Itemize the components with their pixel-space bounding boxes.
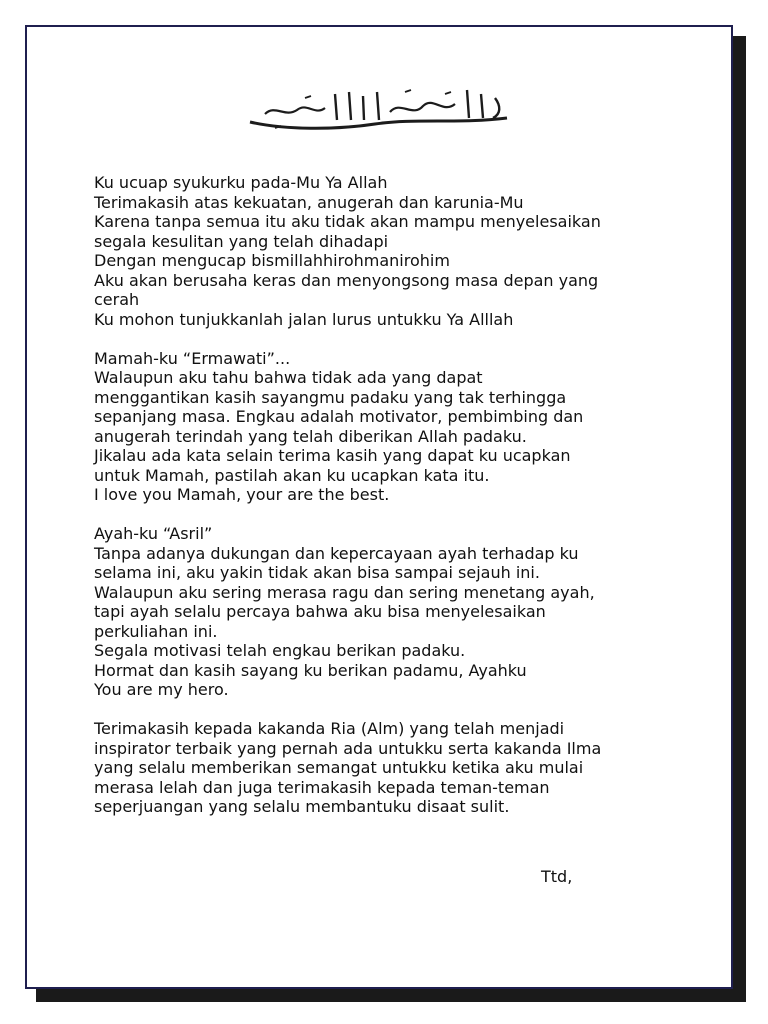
text-line: untuk Mamah, pastilah akan ku ucapkan kata itu.: [94, 465, 490, 485]
text-line: Mamah-ku “Ermawati”...: [94, 348, 291, 368]
text-line: Dengan mengucap bismillahhirohmanirohim: [94, 251, 450, 270]
text-line: sepanjang masa. Engkau adalah motivator, pembimbing dan: [94, 407, 584, 426]
basmala-calligraphy-image: [245, 84, 515, 136]
text-line: menggantikan kasih sayangmu padaku yang tak terhingga: [94, 387, 567, 407]
text-line: Hormat dan kasih sayang ku berikan padamu, Ayahku: [94, 660, 527, 680]
text-line: Walaupun aku sering merasa ragu dan sering menetang ayah,: [94, 582, 595, 602]
text-line: Karena tanpa semua itu aku tidak akan mampu menyelesaikan: [94, 212, 601, 231]
text-line: seperjuangan yang selalu membantuku disaat sulit.: [94, 797, 510, 816]
text-line: selama ini, aku yakin tidak akan bisa sampai sejauh ini.: [94, 563, 540, 582]
text-line: Ku mohon tunjukkanlah jalan lurus untukku Ya Alllah: [94, 309, 514, 329]
text-line: Terimakasih kepada kakanda Ria (Alm) yang telah menjadi: [94, 719, 565, 738]
document-body: [94, 173, 684, 836]
text-line: Segala motivasi telah engkau berikan padaku.: [94, 641, 466, 660]
text-line: cerah: [94, 290, 140, 309]
text-line: merasa lelah dan juga terimakasih kepada teman-teman: [94, 777, 550, 797]
paragraph-siblings-friends: [94, 719, 684, 817]
paragraph-father: [94, 524, 684, 700]
text-line: anugerah terindah yang telah diberikan Allah padaku.: [94, 426, 527, 446]
text-line: Aku akan berusaha keras dan menyongsong masa depan yang: [94, 270, 599, 290]
text-line: Ku ucuap syukurku pada-Mu Ya Allah: [94, 173, 388, 192]
text-line: perkuliahan ini.: [94, 621, 218, 641]
text-line: yang selalu memberikan semangat untukku ketika aku mulai: [94, 758, 584, 777]
text-line: inspirator terbaik yang pernah ada untukku serta kakanda Ilma: [94, 738, 602, 758]
text-line: Terimakasih atas kekuatan, anugerah dan karunia-Mu: [94, 192, 524, 212]
paragraph-mother: [94, 349, 684, 505]
text-line: Walaupun aku tahu bahwa tidak ada yang dapat: [94, 368, 483, 387]
signature-label: Ttd,: [541, 867, 573, 886]
paragraph-prayer: [94, 173, 684, 329]
text-line: You are my hero.: [94, 680, 229, 699]
text-line: Tanpa adanya dukungan dan kepercayaan ayah terhadap ku: [94, 543, 579, 563]
text-line: Ayah-ku “Asril”: [94, 524, 213, 543]
text-line: segala kesulitan yang telah dihadapi: [94, 231, 389, 251]
text-line: tapi ayah selalu percaya bahwa aku bisa menyelesaikan: [94, 602, 546, 621]
text-line: I love you Mamah, your are the best.: [94, 485, 390, 504]
text-line: Jikalau ada kata selain terima kasih yang dapat ku ucapkan: [94, 446, 571, 465]
